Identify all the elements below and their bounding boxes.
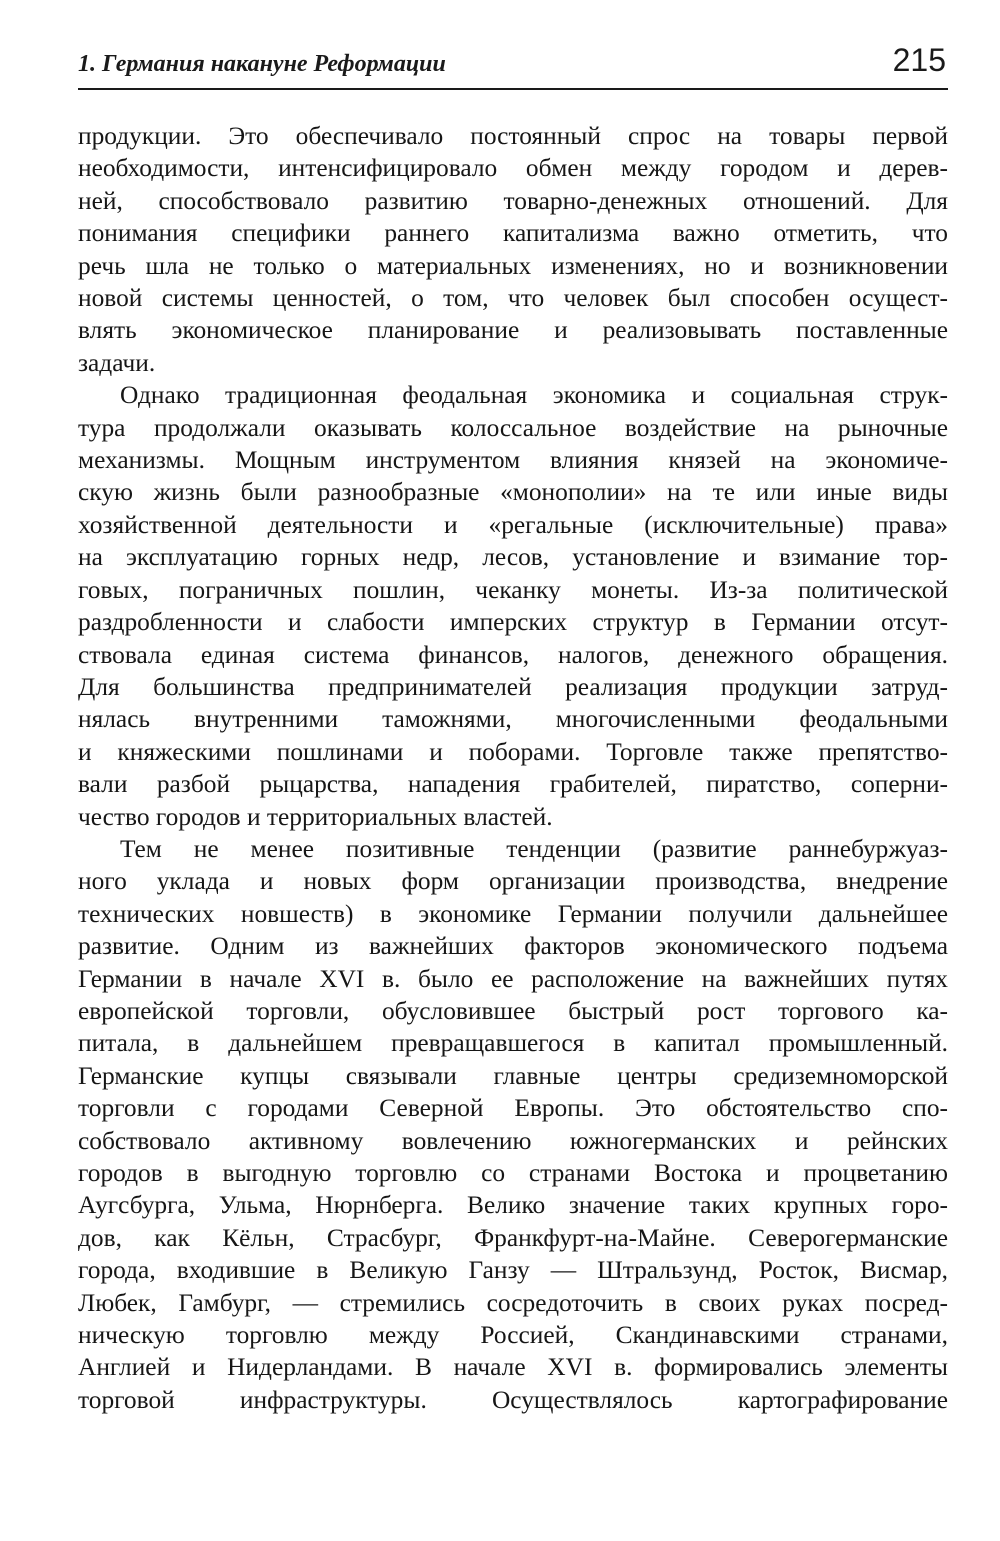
text-line: ническую торговлю между Россией, Скандинавскими странами, xyxy=(78,1321,948,1350)
text-line: понимания специфики раннего капитализма важно отметить, что xyxy=(78,219,948,248)
running-title: 1. Германия накануне Реформации xyxy=(78,51,446,77)
text-line: Германские купцы связывали главные центры средиземноморской xyxy=(78,1061,948,1090)
text-line: чество городов и территориальных властей. xyxy=(78,802,553,831)
text-line: ного уклада и новых форм организации производства, внедрение xyxy=(78,867,948,896)
text-line: городов в выгодную торговлю со странами Востока и процветанию xyxy=(78,1159,948,1187)
text-line: технических новшеств) в экономике Германии получили дальнейшее xyxy=(78,899,948,928)
text-line: механизмы. Мощным инструментом влияния князей на экономиче- xyxy=(78,446,948,475)
body-text xyxy=(78,120,948,1416)
text-line: новой системы ценностей, о том, что человек был способен осущест- xyxy=(78,284,948,313)
page-number: 215 xyxy=(892,42,946,78)
paragraph-2 xyxy=(78,379,948,833)
text-line: Тем не менее позитивные тенденции (развитие раннебуржуаз- xyxy=(120,834,948,863)
paragraph-3 xyxy=(78,833,948,1416)
text-line: развитие. Одним из важнейших факторов экономического подъема xyxy=(78,932,948,961)
text-line: вали разбой рыцарства, нападения грабителей, пиратство, соперни- xyxy=(78,770,948,799)
text-line: торговли с городами Северной Европы. Это обстоятельство спо- xyxy=(78,1094,948,1123)
text-line: ней, способствовало развитию товарно-денежных отношений. Для xyxy=(78,186,948,215)
text-line: продукции. Это обеспечивало постоянный спрос на товары первой xyxy=(78,122,948,150)
text-line: речь шла не только о материальных изменениях, но и возникновении xyxy=(78,251,948,280)
text-line: Аугсбурга, Ульма, Нюрнберга. Велико значение таких крупных горо- xyxy=(78,1191,948,1220)
text-line: нялась внутренними таможнями, многочисленными феодальными xyxy=(78,705,948,734)
text-line: города, входившие в Великую Ганзу — Штральзунд, Росток, Висмар, xyxy=(78,1256,948,1285)
text-line: тура продолжали оказывать колоссальное воздействие на рыночные xyxy=(78,413,948,442)
text-line: питала, в дальнейшем превращавшегося в капитал промышленный. xyxy=(78,1029,948,1058)
text-line: Однако традиционная феодальная экономика и социальная струк- xyxy=(120,381,948,410)
text-line: европейской торговли, обусловившее быстрый рост торгового ка- xyxy=(78,996,948,1025)
text-line: и княжескими пошлинами и поборами. Торговле также препятство- xyxy=(78,737,948,766)
text-line: Любек, Гамбург, — стремились сосредоточить в своих руках посред- xyxy=(78,1288,948,1317)
text-line: на эксплуатацию горных недр, лесов, установление и взимание тор- xyxy=(78,543,948,572)
text-line: задачи. xyxy=(78,348,156,377)
page-header xyxy=(78,38,948,90)
text-line: Англией и Нидерландами. В начале XVI в. формировались элементы xyxy=(78,1353,948,1382)
text-line: Для большинства предпринимателей реализация продукции затруд- xyxy=(78,672,948,701)
text-line: хозяйственной деятельности и «регальные (исключительные) права» xyxy=(78,510,948,539)
text-line: дов, как Кёльн, Страсбург, Франкфурт-на-Майне. Северогерманские xyxy=(78,1223,948,1252)
text-line: Германии в начале XVI в. было ее расположение на важнейших путях xyxy=(78,964,948,993)
text-line: влять экономическое планирование и реализовывать поставленные xyxy=(78,316,948,345)
text-line: необходимости, интенсифицировало обмен между городом и дерев- xyxy=(78,154,948,183)
text-line: раздробленности и слабости имперских структур в Германии отсут- xyxy=(78,608,948,637)
text-line: ствовала единая система финансов, налогов, денежного обращения. xyxy=(78,640,948,669)
paragraph-1 xyxy=(78,120,948,379)
text-line: говых, пограничных пошлин, чеканку монеты. Из-за политической xyxy=(78,575,948,604)
text-line: скую жизнь были разнообразные «монополии» на те или иные виды xyxy=(78,478,948,507)
text-line: собствовало активному вовлечению южногерманских и рейнских xyxy=(78,1126,948,1155)
text-line: торговой инфраструктуры. Осуществлялось картографирование xyxy=(78,1385,948,1414)
